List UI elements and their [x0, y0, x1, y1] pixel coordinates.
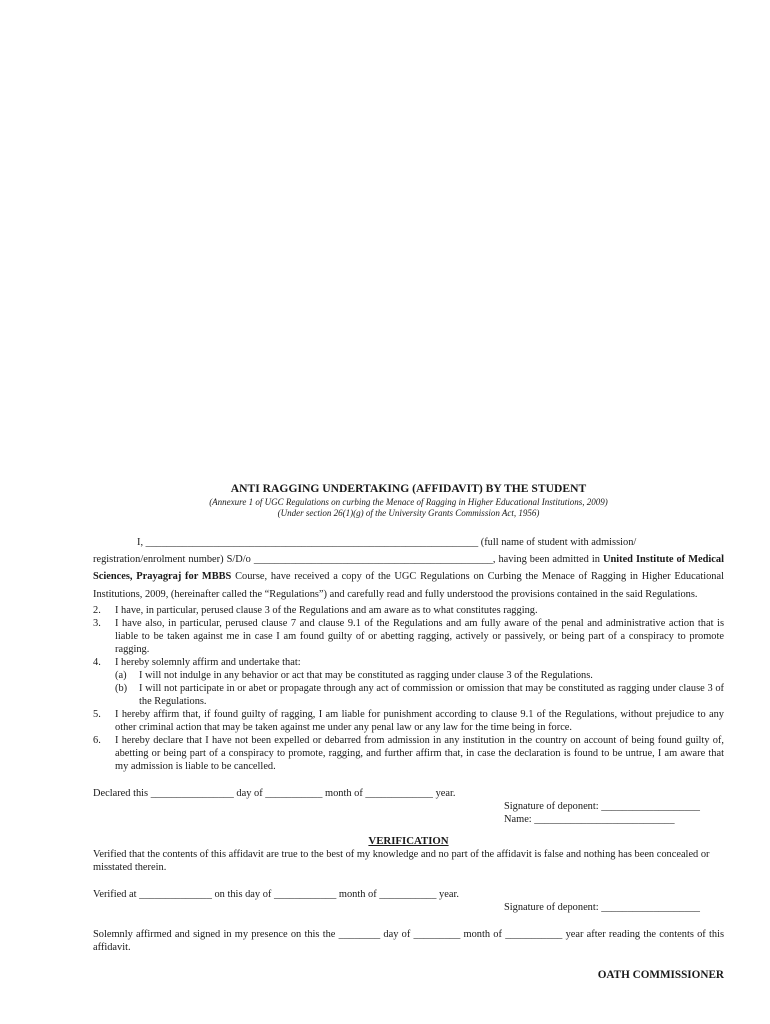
item-text: I have, in particular, perused clause 3 of the Regulations and am aware as to what constitutes ragging. [115, 604, 538, 616]
institute-name: United Institute of Medical Sciences, Prayagraj for MBBS [93, 554, 725, 583]
oath-commissioner: OATH COMMISSIONER [597, 968, 724, 981]
sub-list-item [115, 669, 724, 682]
intro-line-1: I, ________________________________________________________________ (full name of student with admission/ [137, 537, 637, 548]
verification-text: Verified that the contents of this affidavit are true to the best of my knowledge and no part of the affidavit is false and nothing has been concealed or misstated therein. [93, 848, 710, 873]
subtitle-section: (Under section 26(1)(g) of the University Grants Commission Act, 1956) [277, 508, 540, 518]
sub-list-item [115, 682, 724, 708]
undertaking-list [93, 604, 724, 773]
affidavit-document [93, 482, 724, 982]
intro-rest: Course, have received a copy of the UGC Regulations on Curbing the Menace of Ragging in Higher Educational Institutions, 2009, (hereinafter called the “Regulations”) and carefully read and fully understood the provisions contained in the said Regulations. [93, 571, 724, 600]
item-number: 2. [93, 604, 101, 616]
declared-line: Declared this ________________ day of ___________ month of _____________ year. [93, 787, 456, 799]
signature-deponent-verification: Signature of deponent: ___________________ [504, 901, 700, 913]
item-number: 6. [93, 734, 101, 746]
item-text: I hereby declare that I have not been expelled or debarred from admission in any institution in the country on account of being found guilty of, abetting or being part of a conspiracy to promote, ragging, and further affirm that, in case the declaration is found to be untrue, I am aware that my admission is liable to be cancelled. [115, 734, 724, 772]
verification-heading: VERIFICATION [368, 834, 449, 847]
signature-deponent: Signature of deponent: ___________________ [504, 800, 700, 812]
item-text: I have also, in particular, perused clause 7 and clause 9.1 of the Regulations and am fully aware of the penal and administrative action that is liable to be taken against me in case I am found guilty of or abetting ragging, actively or passively, or being part of a conspiracy to promote ragging. [115, 617, 724, 655]
solemnly-affirmed-text: Solemnly affirmed and signed in my presence on this the ________ day of _________ month of ___________ year after reading the contents of this affidavit. [93, 928, 724, 953]
intro-paragraph [93, 534, 724, 603]
document-title: ANTI RAGGING UNDERTAKING (AFFIDAVIT) BY THE STUDENT [230, 482, 587, 495]
item-text: I hereby affirm that, if found guilty of ragging, I am liable for punishment according to clause 9.1 of the Regulations, without prejudice to any other criminal action that may be taken against me under any penal law or any law for the time being in force. [115, 708, 724, 733]
subitem-text: I will not participate in or abet or propagate through any act of commission or omission that may be constituted as ragging under clause 3 of the Regulations. [139, 682, 724, 707]
subtitle-annexure: (Annexure 1 of UGC Regulations on curbing the Menace of Ragging in Higher Educational Institutions, 2009) [209, 497, 608, 507]
name-line: Name: ___________________________ [504, 813, 675, 825]
list-item [93, 734, 724, 773]
list-item [93, 656, 724, 708]
item-number: 5. [93, 708, 101, 720]
subitem-number: (a) [115, 669, 127, 681]
item-text: I hereby solemnly affirm and undertake that: [115, 656, 301, 668]
subitem-number: (b) [115, 682, 128, 694]
list-item [93, 617, 724, 656]
list-item [93, 708, 724, 734]
verified-at-line: Verified at ______________ on this day of ____________ month of ___________ year. [93, 888, 459, 900]
list-item [93, 604, 724, 617]
intro-line-2: registration/enrolment number) S/D/o ______________________________________________, having been admitted in [93, 554, 603, 566]
item-number: 3. [93, 617, 101, 629]
item-number: 4. [93, 656, 101, 668]
subitem-text: I will not indulge in any behavior or act that may be constituted as ragging under clause 3 of the Regulations. [139, 669, 593, 681]
